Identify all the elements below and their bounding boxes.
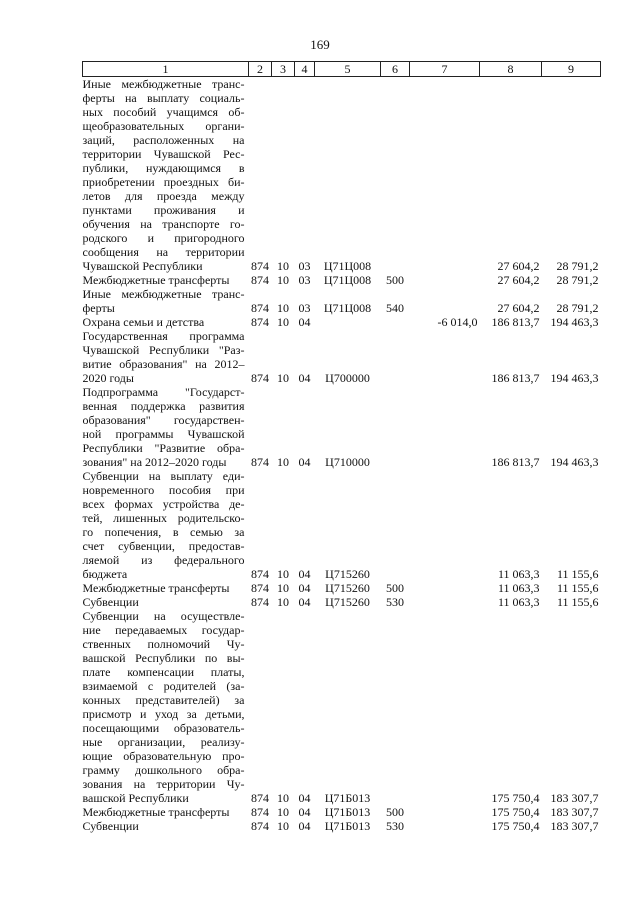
target-article-code: Ц700000 [325, 371, 370, 385]
row-name-line: присмотр и уход за детьми, [82, 707, 245, 721]
expense-type-code [381, 315, 410, 329]
page-number: 169 [310, 37, 330, 52]
change-amount [410, 469, 480, 581]
target-article-code [315, 315, 381, 329]
ministry-code: 874 [251, 455, 269, 469]
ministry-code: 874 [251, 371, 269, 385]
row-name-line: бюджета [82, 567, 128, 581]
target-article-code: Ц71Б013 [324, 791, 371, 805]
change-amount [410, 819, 480, 833]
expense-type-code [381, 77, 410, 274]
expense-type-code [381, 329, 410, 385]
change-amount [410, 609, 480, 805]
expense-type-code: 500 [386, 805, 404, 819]
row-name-line: венная поддержка развития [82, 399, 245, 413]
change-amount [410, 385, 480, 469]
target-article-code: Ц71Ц008 [323, 259, 372, 273]
ministry-code: 874 [251, 273, 269, 287]
row-name-line: территории Чувашской Рес- [82, 147, 245, 161]
ministry-code: 874 [251, 819, 269, 833]
row-name-line: пунктами проживания и [82, 203, 245, 217]
target-article-code: Ц71Ц008 [323, 273, 372, 287]
row-name-line: обучения на транспорте го- [82, 217, 245, 231]
row-name-line: Чувашской Республики "Раз- [82, 343, 245, 357]
row-name [83, 77, 249, 274]
table-row [83, 805, 601, 819]
section-code: 10 [277, 567, 289, 581]
row-name-line: Межбюджетные трансферты [82, 581, 230, 595]
row-name-line: Межбюджетные трансферты [82, 805, 230, 819]
header-cell-8: 8 [480, 62, 542, 77]
amount-2020: 183 307,7 [550, 819, 599, 833]
ministry-code: 874 [251, 805, 269, 819]
row-name [83, 469, 249, 581]
table-row [83, 273, 601, 287]
amount-2019: 175 750,4 [491, 805, 540, 819]
row-name-line: Республики "Развитие обра- [82, 441, 245, 455]
header-cell-5: 5 [315, 62, 381, 77]
row-name-line: счет субвенции, предостав- [82, 539, 245, 553]
row-name-line: го попечения, в семью за [82, 525, 245, 539]
row-name [83, 287, 249, 315]
ministry-code: 874 [251, 259, 269, 273]
expense-type-code: 530 [386, 595, 404, 609]
section-code: 10 [277, 805, 289, 819]
row-name-line: 2020 годы [82, 371, 134, 385]
amount-2019: 175 750,4 [491, 791, 540, 805]
subsection-code: 04 [298, 791, 311, 805]
row-name [83, 385, 249, 469]
amount-2020: 28 791,2 [556, 259, 599, 273]
subsection-code: 04 [298, 581, 311, 595]
section-code: 10 [277, 371, 289, 385]
table-row [83, 287, 601, 315]
amount-2019: 186 813,7 [491, 371, 540, 385]
target-article-code: Ц710000 [325, 455, 370, 469]
amount-2020: 11 155,6 [556, 567, 599, 581]
section-code: 10 [277, 819, 289, 833]
row-name-line: Субвенции на выплату еди- [82, 469, 245, 483]
subsection-code: 03 [298, 301, 311, 315]
header-cell-4: 4 [295, 62, 315, 77]
change-amount [410, 77, 480, 274]
row-name-line: взимаемой с родителей (за- [82, 679, 245, 693]
amount-2019: 27 604,2 [497, 273, 540, 287]
ministry-code: 874 [251, 567, 269, 581]
expense-type-code: 500 [386, 581, 404, 595]
amount-2019: 186 813,7 [491, 315, 540, 329]
row-name-line: ные организации, реализу- [82, 735, 245, 749]
table-header [83, 62, 601, 77]
table-row [83, 595, 601, 609]
subsection-code: 03 [298, 273, 311, 287]
row-name [83, 805, 249, 819]
section-code: 10 [277, 455, 289, 469]
subsection-code: 04 [298, 595, 311, 609]
change-amount [410, 287, 480, 315]
table-row [83, 609, 601, 805]
row-name [83, 819, 249, 833]
row-name-line: тей, лишенных родительско- [82, 511, 245, 525]
section-code: 10 [277, 581, 289, 595]
row-name-line: образования" государствен- [82, 413, 245, 427]
change-amount [410, 805, 480, 819]
subsection-code: 04 [298, 567, 311, 581]
header-cell-1: 1 [83, 62, 249, 77]
row-name [83, 329, 249, 385]
ministry-code: 874 [251, 315, 269, 329]
amount-2020: 11 155,6 [556, 581, 599, 595]
table-row [83, 329, 601, 385]
row-name [83, 273, 249, 287]
row-name [83, 595, 249, 609]
row-name-line: ние передаваемых государ- [82, 623, 245, 637]
budget-table [82, 61, 601, 833]
target-article-code: Ц71Б013 [324, 819, 371, 833]
row-name-line: Иные межбюджетные транс- [82, 77, 245, 91]
amount-2020: 194 463,3 [550, 455, 599, 469]
expense-type-code: 540 [386, 301, 404, 315]
row-name-line: ферты на выплату социаль- [82, 91, 245, 105]
table-row [83, 819, 601, 833]
table-row [83, 385, 601, 469]
amount-2020: 28 791,2 [556, 273, 599, 287]
target-article-code: Ц715260 [325, 581, 370, 595]
ministry-code: 874 [251, 595, 269, 609]
subsection-code: 04 [298, 455, 311, 469]
row-name-line: летов для проезда между [82, 189, 245, 203]
ministry-code: 874 [251, 301, 269, 315]
row-name-line: Субвенции [82, 819, 139, 833]
row-name [83, 609, 249, 805]
section-code: 10 [277, 595, 289, 609]
ministry-code: 874 [251, 581, 269, 595]
section-code: 10 [277, 315, 289, 329]
amount-2020: 28 791,2 [556, 301, 599, 315]
amount-2019: 11 063,3 [497, 567, 540, 581]
amount-2019: 175 750,4 [491, 819, 540, 833]
row-name-line: родского и пригородного [82, 231, 245, 245]
row-name-line: посещающими образователь- [82, 721, 245, 735]
row-name-line: приобретении проездных би- [82, 175, 245, 189]
row-name-line: грамму дошкольного обра- [82, 763, 245, 777]
amount-2019: 186 813,7 [491, 455, 540, 469]
subsection-code: 04 [298, 805, 311, 819]
amount-2019: 27 604,2 [497, 259, 540, 273]
row-name-line: зования" на 2012–2020 годы [82, 455, 227, 469]
expense-type-code [381, 385, 410, 469]
section-code: 10 [277, 273, 289, 287]
section-code: 10 [277, 791, 289, 805]
row-name-line: публики, нуждающимся в [82, 161, 245, 175]
row-name-line: плате компенсации платы, [82, 665, 245, 679]
row-name-line: Чувашской Республики [82, 259, 203, 273]
row-name-line: щеобразовательных органи- [82, 119, 245, 133]
row-name-line: сообщения на территории [82, 245, 245, 259]
row-name-line: ферты [82, 301, 115, 315]
expense-type-code [381, 609, 410, 805]
header-cell-3: 3 [272, 62, 295, 77]
row-name-line: новременного пособия при [82, 483, 245, 497]
change-amount: -6 014,0 [437, 315, 478, 329]
section-code: 10 [277, 259, 289, 273]
ministry-code: 874 [251, 791, 269, 805]
row-name-line: витие образования" на 2012– [82, 357, 245, 371]
target-article-code: Ц715260 [325, 595, 370, 609]
change-amount [410, 329, 480, 385]
amount-2019: 27 604,2 [497, 301, 540, 315]
expense-type-code: 500 [386, 273, 404, 287]
target-article-code: Ц71Ц008 [323, 301, 372, 315]
row-name-line: Иные межбюджетные транс- [82, 287, 245, 301]
subsection-code: 04 [298, 819, 311, 833]
subsection-code: 03 [298, 259, 311, 273]
row-name-line: Подпрограмма "Государст- [82, 385, 245, 399]
change-amount [410, 581, 480, 595]
subsection-code: 04 [298, 371, 311, 385]
header-cell-9: 9 [542, 62, 601, 77]
row-name-line: ляемой из федерального [82, 553, 245, 567]
change-amount [410, 273, 480, 287]
table-row [83, 469, 601, 581]
amount-2020: 11 155,6 [556, 595, 599, 609]
amount-2020: 194 463,3 [550, 371, 599, 385]
row-name-line: вашской Республики [82, 791, 189, 805]
amount-2020: 194 463,3 [550, 315, 599, 329]
row-name-line: конных представителей) за [82, 693, 245, 707]
row-name-line: вашской Республики по вы- [82, 651, 245, 665]
amount-2020: 183 307,7 [550, 791, 599, 805]
row-name-line: Субвенции на осуществле- [82, 609, 245, 623]
row-name [83, 581, 249, 595]
row-name-line: всех формах устройства де- [82, 497, 245, 511]
expense-type-code [381, 469, 410, 581]
row-name-line: Государственная программа [82, 329, 245, 343]
table-row [83, 77, 601, 274]
amount-2020: 183 307,7 [550, 805, 599, 819]
subsection-code: 04 [298, 315, 311, 329]
row-name-line: ных пособий учащимся об- [82, 105, 245, 119]
amount-2019: 11 063,3 [497, 581, 540, 595]
row-name-line: ственных полномочий Чу- [82, 637, 245, 651]
expense-type-code: 530 [386, 819, 404, 833]
section-code: 10 [277, 301, 289, 315]
amount-2019: 11 063,3 [497, 595, 540, 609]
row-name-line: ющие образовательную про- [82, 749, 245, 763]
header-cell-7: 7 [410, 62, 480, 77]
change-amount [410, 595, 480, 609]
row-name-line: зования на территории Чу- [82, 777, 245, 791]
row-name-line: Охрана семьи и детства [82, 315, 205, 329]
header-cell-2: 2 [249, 62, 272, 77]
row-name-line: ной программы Чувашской [82, 427, 245, 441]
header-cell-6: 6 [381, 62, 410, 77]
table-body [83, 77, 601, 834]
row-name [83, 315, 249, 329]
row-name-line: Субвенции [82, 595, 139, 609]
target-article-code: Ц715260 [325, 567, 370, 581]
table-row [83, 315, 601, 329]
row-name-line: Межбюджетные трансферты [82, 273, 230, 287]
row-name-line: заций, расположенных на [82, 133, 245, 147]
target-article-code: Ц71Б013 [324, 805, 371, 819]
table-row [83, 581, 601, 595]
